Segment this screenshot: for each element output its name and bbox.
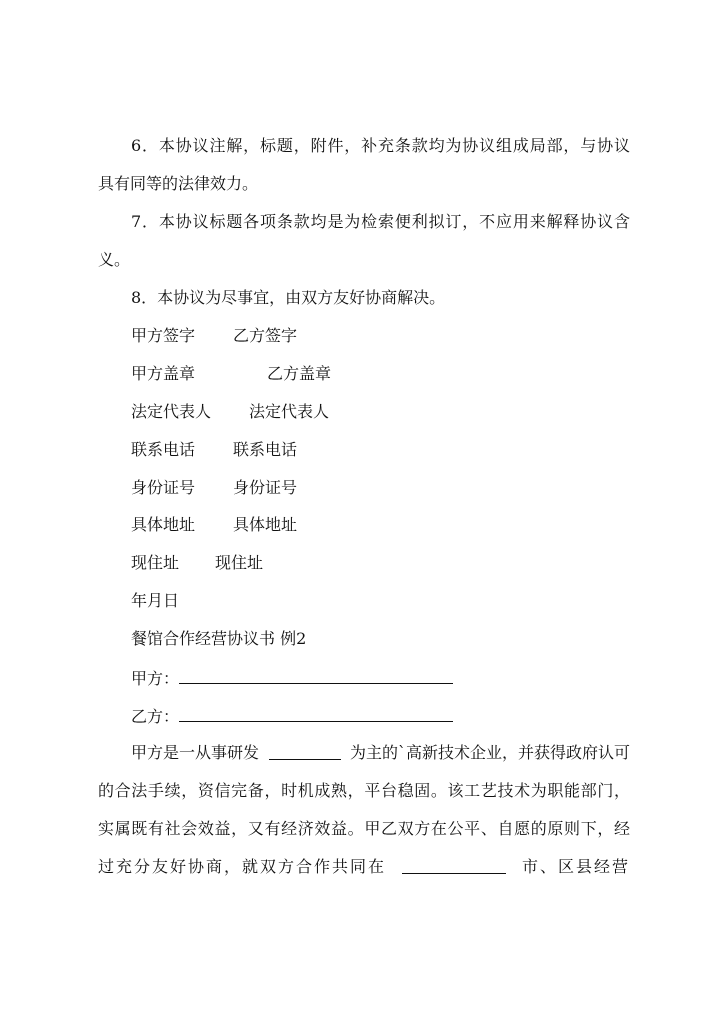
signature-row — [131, 326, 298, 346]
intro-line-4-part-2: 市、区县经营 — [521, 857, 630, 876]
party-a-row — [131, 667, 453, 689]
city-blank — [402, 857, 506, 874]
party-b-row — [131, 705, 453, 727]
address-right-label: 具体地址 — [233, 515, 298, 534]
address-left-label: 具体地址 — [131, 515, 196, 534]
id-left-label: 身份证号 — [131, 478, 196, 497]
seal-row — [131, 364, 332, 384]
legal-rep-left-label: 法定代表人 — [131, 402, 212, 421]
residence-left-label: 现住址 — [131, 553, 180, 572]
clause-8-line: 8．本协议为尽事宜，由双方友好协商解决。 — [131, 288, 446, 307]
clause-7-line-2: 义。 — [98, 250, 131, 269]
signature-left-label: 甲方签字 — [131, 326, 196, 345]
date-line: 年月日 — [131, 591, 180, 610]
intro-line-3: 实属既有社会效益，又有经济效益。甲乙双方在公平、自愿的原则下，经 — [98, 819, 630, 838]
legal-rep-right-label: 法定代表人 — [249, 402, 330, 421]
party-a-blank — [179, 667, 453, 684]
example-title: 餐馆合作经营协议书 例2 — [131, 629, 307, 648]
phone-right-label: 联系电话 — [233, 440, 298, 459]
seal-left-label: 甲方盖章 — [131, 364, 196, 383]
party-a-label: 甲方： — [131, 669, 180, 688]
phone-row — [131, 440, 298, 460]
phone-left-label: 联系电话 — [131, 440, 196, 459]
intro-line-1 — [131, 743, 630, 763]
intro-line-1-part-2: 为主的`高新技术企业，并获得政府认可 — [349, 743, 630, 762]
research-field-blank — [269, 743, 341, 760]
legal-rep-row — [131, 402, 330, 422]
address-row — [131, 515, 298, 535]
intro-line-4-part-1: 过充分友好协商，就双方合作共同在 — [98, 857, 387, 876]
intro-line-2: 的合法手续，资信完备，时机成熟，平台稳固。该工艺技术为职能部门， — [98, 781, 630, 800]
id-right-label: 身份证号 — [233, 478, 298, 497]
intro-line-4 — [98, 857, 630, 877]
residence-row — [131, 553, 264, 573]
party-b-label: 乙方： — [131, 707, 180, 726]
clause-6-line-1: 6．本协议注解，标题，附件，补充条款均为协议组成局部，与协议 — [131, 136, 630, 155]
clause-6-line-2: 具有同等的法律效力。 — [98, 174, 259, 193]
signature-right-label: 乙方签字 — [233, 326, 298, 345]
intro-line-1-part-1: 甲方是一从事研发 — [131, 743, 260, 762]
party-b-blank — [179, 705, 453, 722]
clause-7-line-1: 7．本协议标题各项条款均是为检索便利拟订，不应用来解释协议含 — [131, 212, 630, 231]
residence-right-label: 现住址 — [215, 553, 264, 572]
seal-right-label: 乙方盖章 — [267, 364, 332, 383]
id-number-row — [131, 478, 298, 498]
